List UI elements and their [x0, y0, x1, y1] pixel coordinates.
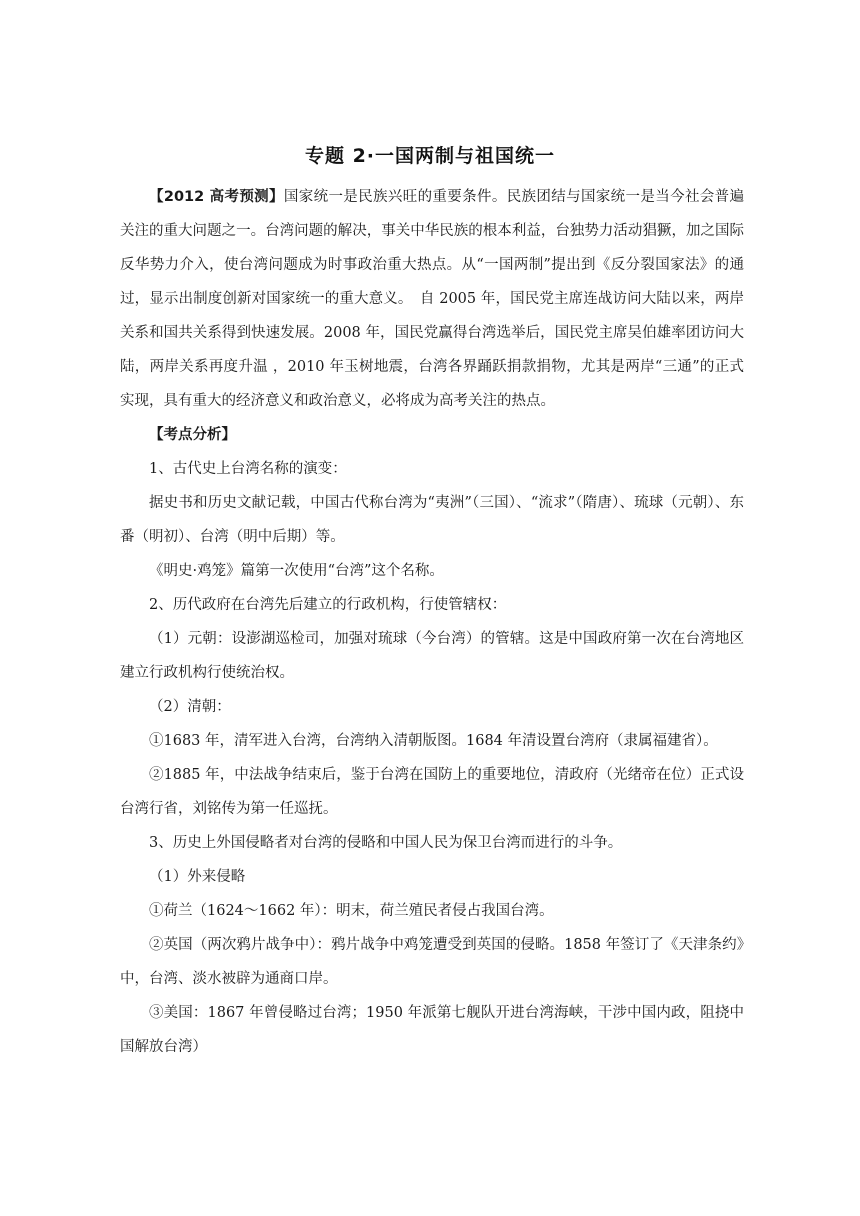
analysis-heading: 【考点分析】: [149, 427, 236, 443]
paragraph-7: ①1683 年，清军进入台湾，台湾纳入清朝版图。1684 年清设置台湾府（隶属福建省）。: [149, 733, 718, 749]
paragraph-9: 3、历史上外国侵略者对台湾的侵略和中国人民为保卫台湾而进行的斗争。: [149, 835, 623, 851]
intro-text: 国家统一是民族兴旺的重要条件。民族团结与国家统一是当今社会普遍关注的重大问题之一。台湾问题的解决，事关中华民族的根本利益，台独势力活动猖獗，加之国际反华势力介入，使台湾问题成为时事政治重大热点。从“一国两制”提出到《反分裂国家法》的通过，显示出制度创新对国家统一的重大意义。 自 2005 年，国民党主席连战访问大陆以来，两岸关系和国共关系得到快速发展。2008 年，国民党赢得台湾选举后，国民党主席吴伯雄率团访问大陆，两岸关系再度升温 ，2010 年玉树地震，台湾各界踊跃捐款捐物，尤其是两岸“三通”的正式实现，具有重大的经济意义和政治意义，必将成为高考关注的热点。: [120, 189, 745, 409]
paragraph-3: 《明史·鸡笼》篇第一次使用“台湾”这个名称。: [149, 563, 444, 579]
paragraph-8: ②1885 年，中法战争结束后，鉴于台湾在国防上的重要地位，清政府（光绪帝在位）正式设台湾行省，刘铭传为第一任巡抚。: [120, 767, 744, 817]
paragraph-10: （1）外来侵略: [149, 869, 246, 885]
paragraph-12: ②英国（两次鸦片战争中）：鸦片战争中鸡笼遭受到英国的侵略。1858 年签订了《天津条约》中，台湾、淡水被辟为通商口岸。: [120, 937, 744, 987]
paragraph-2: 据史书和历史文献记载，中国古代称台湾为“夷洲”（三国）、“流求”（隋唐）、琉球（元朝）、东番（明初）、台湾（明中后期）等。: [120, 495, 744, 545]
paragraph-11: ①荷兰（1624～1662 年）：明末，荷兰殖民者侵占我国台湾。: [149, 903, 554, 919]
intro-paragraph: [120, 180, 744, 418]
paragraph-1: 1、古代史上台湾名称的演变：: [149, 461, 347, 477]
document-title: 专题 2·一国两制与祖国统一: [304, 145, 556, 167]
forecast-tag: 【2012 高考预测】: [149, 189, 284, 205]
document-body: [120, 180, 744, 1064]
paragraph-13: ③美国：1867 年曾侵略过台湾；1950 年派第七舰队开进台湾海峡，干涉中国内政，阻挠中国解放台湾）: [120, 1005, 744, 1055]
paragraph-5: （1）元朝：设澎湖巡检司，加强对琉球（今台湾）的管辖。这是中国政府第一次在台湾地区建立行政机构行使统治权。: [120, 631, 744, 681]
paragraph-4: 2、历代政府在台湾先后建立的行政机构，行使管辖权：: [149, 597, 507, 613]
paragraph-6: （2）清朝：: [149, 699, 231, 715]
